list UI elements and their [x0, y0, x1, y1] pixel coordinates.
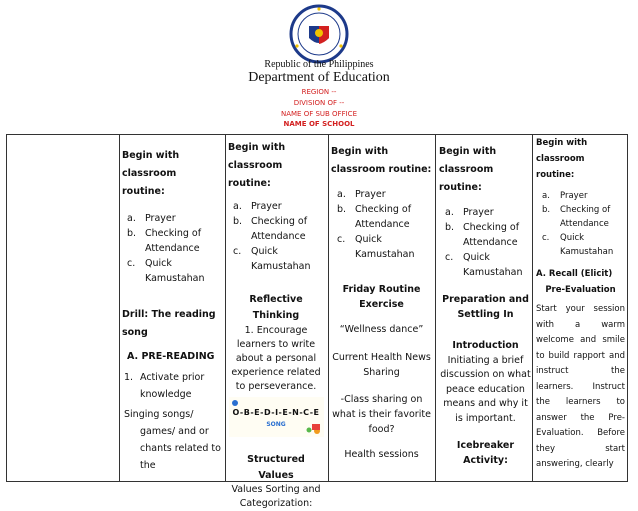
column-divider: [119, 135, 120, 481]
section-heading: A. PRE-READING: [127, 351, 215, 362]
list-item: b. Checking of Attendance: [127, 228, 202, 254]
deped-seal-logo: [283, 4, 355, 64]
recall-heading: A. Recall (Elicit): [536, 269, 613, 279]
sub-office-line: NAME OF SUB OFFICE: [280, 110, 357, 118]
preparation-heading: Preparation and Settling In: [442, 294, 529, 320]
column-divider: [225, 135, 226, 481]
republic-line: Republic of the Philippines: [264, 59, 374, 70]
list-item: b. Checking of Attendance: [542, 205, 611, 229]
start-session-text: Start your session with a warm welcome and smile to build rapport and instruct the learners. Instruct the learners to answer the Pre-Evaluation. Before they start answering, clearly: [536, 304, 625, 469]
list-item: c. Quick Kamustahan: [337, 234, 415, 260]
list-item: b. Checking of Attendance: [233, 216, 308, 242]
introduction-heading: Introduction: [452, 340, 519, 351]
list-item: b. Checking of Attendance: [337, 204, 412, 230]
routine-list: [536, 189, 625, 259]
routine-heading: Begin with classroom routine:: [331, 146, 432, 175]
department-title: Department of Education: [248, 70, 390, 85]
song-title: O-B-E-D-I-E-N-C-E: [232, 408, 320, 417]
list-item: b. Checking of Attendance: [445, 222, 520, 248]
friday-heading: Friday Routine Exercise: [342, 284, 421, 310]
column-divider: [532, 135, 533, 481]
lesson-table: [6, 134, 628, 509]
values-sorting-text: Values Sorting and Categorization:: [231, 484, 321, 509]
list-item: c. Quick Kamustahan: [127, 258, 205, 284]
region-line: REGION --: [301, 88, 337, 96]
list-item: a. Prayer: [233, 201, 282, 212]
routine-heading: Begin with classroom routine:: [122, 150, 180, 197]
health-news-text: Current Health News Sharing: [332, 351, 431, 378]
list-item: a. Prayer: [337, 189, 386, 200]
song-subtitle: SONG: [266, 421, 286, 428]
division-line: DIVISION OF --: [293, 99, 345, 107]
school-name: NAME OF SCHOOL: [283, 120, 355, 128]
wellness-text: “Wellness dance”: [339, 324, 424, 335]
list-item: a. Prayer: [445, 207, 494, 218]
routine-list: [439, 205, 532, 280]
reflective-heading: Reflective Thinking: [249, 294, 303, 321]
list-item: a. Prayer: [542, 191, 588, 201]
class-sharing-text: -Class sharing on what is their favorite food?: [332, 393, 431, 435]
day3-cell: [331, 135, 432, 481]
health-sessions-text: Health sessions: [344, 448, 419, 460]
pre-evaluation-heading: Pre-Evaluation: [545, 284, 616, 295]
day5-cell: [536, 135, 625, 481]
list-item: c. Quick Kamustahan: [233, 246, 311, 272]
drill-heading: Drill: The reading song: [122, 309, 216, 338]
routine-heading: Begin with classroom routine:: [439, 146, 497, 193]
song-image: [229, 397, 324, 437]
day2-cell: [228, 135, 324, 509]
routine-heading: Begin with classroom routine:: [228, 142, 286, 189]
singing-text: Singing songs/ games/ and or chants related to the: [124, 408, 221, 471]
day4-cell: [439, 135, 532, 481]
list-item: c. Quick Kamustahan: [542, 233, 614, 257]
column-divider: [328, 135, 329, 481]
icebreaker-heading: Icebreaker Activity:: [456, 440, 515, 466]
routine-list: [331, 187, 432, 262]
list-item: a. Prayer: [127, 213, 176, 224]
encourage-text: 1. Encourage learners to write about a personal experience related to perseverance.: [231, 325, 321, 392]
routine-list: [228, 199, 324, 274]
routine-list: [122, 211, 222, 286]
initiating-text: Initiating a brief discussion on what peace education means and why it is important.: [440, 354, 531, 424]
list-item: c. Quick Kamustahan: [445, 252, 523, 278]
activate-item: 1. Activate prior knowledge: [124, 371, 205, 400]
day1-cell: [122, 135, 222, 481]
column-divider: [435, 135, 436, 481]
structured-heading: Structured Values: [247, 454, 305, 481]
routine-heading: Begin with classroom routine:: [536, 138, 588, 180]
